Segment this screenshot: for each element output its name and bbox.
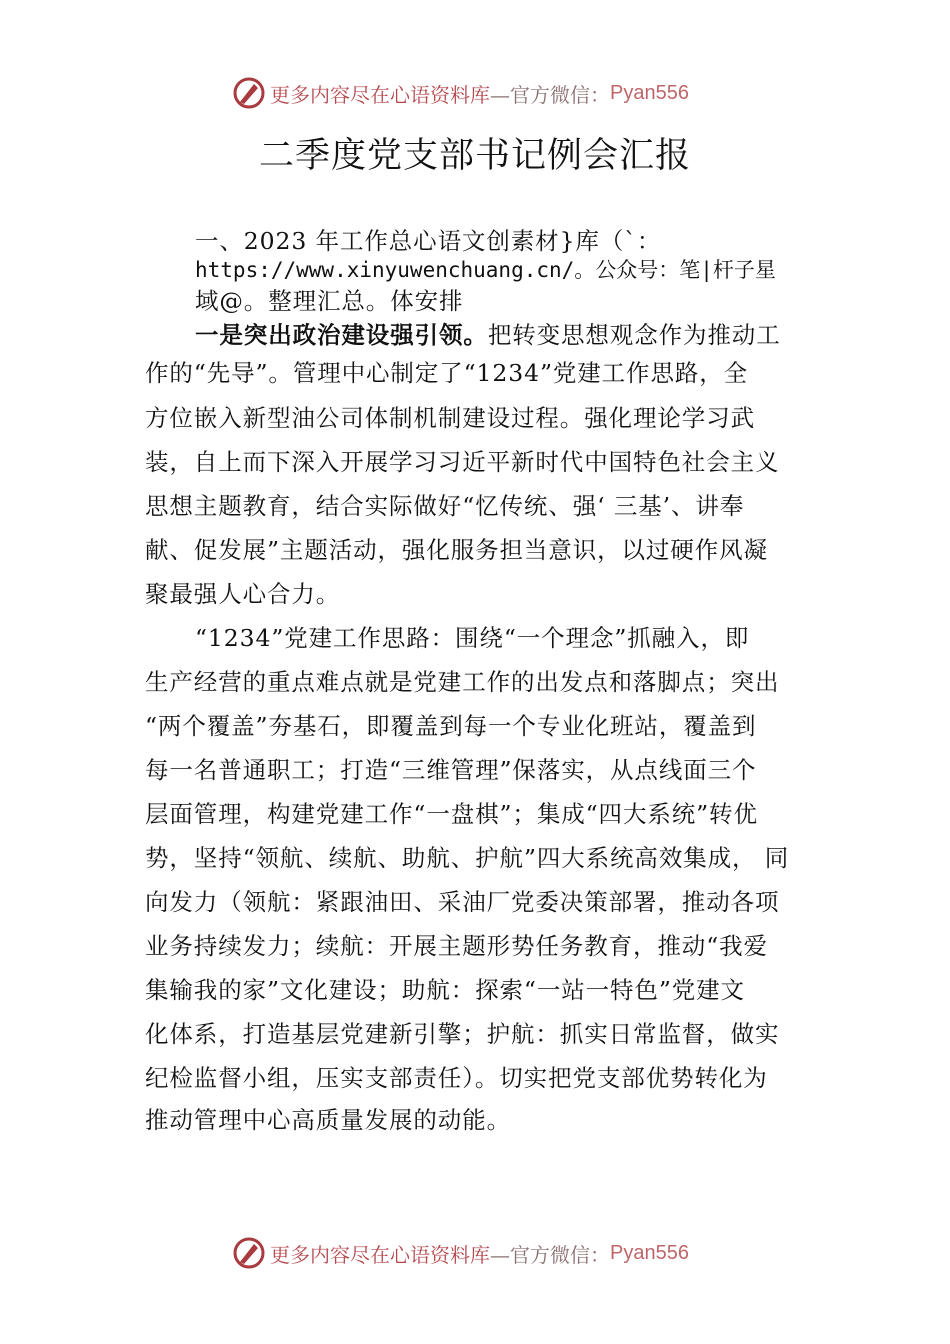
para2-line: “两个覆盖”夯基石，即覆盖到每一个专业化班站，覆盖到 xyxy=(145,712,757,740)
para2-line: 势，坚持“领航、续航、助航、护航”四大系统高效集成， 同 xyxy=(145,844,790,872)
watermark-wechat-id: Pyan556 xyxy=(610,1241,689,1264)
header-watermark xyxy=(232,73,732,113)
pen-logo-icon xyxy=(232,76,266,110)
para2-line: “1234”党建工作思路：围绕“一个理念”抓融入，即 xyxy=(195,624,750,652)
para1-line: 方位嵌入新型油公司体制机制建设过程。强化理论学习武 xyxy=(145,404,755,432)
watermark-wechat-label: —官方微信： xyxy=(490,1242,610,1267)
footer-watermark xyxy=(232,1233,732,1273)
para2-line: 业务持续发力；续航：开展主题形势任务教育，推动“我爱 xyxy=(145,932,768,960)
para2-line: 纪检监督小组，压实支部责任）。切实把党支部优势转化为 xyxy=(145,1064,768,1092)
para1-line: 献、促发展”主题活动，强化服务担当意识，以过硬作风凝 xyxy=(145,536,768,564)
pen-logo-icon xyxy=(232,1236,266,1270)
watermark-wechat-label: —官方微信： xyxy=(490,82,610,107)
para2-line: 化体系，打造基层党建新引擎；护航：抓实日常监督，做实 xyxy=(145,1020,780,1048)
para1-line: 作的“先导”。管理中心制定了“1234”党建工作思路，全 xyxy=(145,359,749,387)
intro-line: 一、2023 年工作总心语文创素材}库（`： xyxy=(195,227,662,255)
watermark-text: 更多内容尽在心语资料库 xyxy=(270,1242,490,1267)
para2-line: 生产经营的重点难点就是党建工作的出发点和落脚点；突出 xyxy=(145,668,780,696)
para1-line: 聚最强人心合力。 xyxy=(145,580,341,608)
para1-line: 装，自上而下深入开展学习习近平新时代中国特色社会主义 xyxy=(145,448,780,476)
intro-line: https://www.xinyuwenchuang.cn/。公众号：笔|杆子星 xyxy=(195,258,776,282)
para1-bold-lead: 一是突出政治建设强引领。 xyxy=(195,321,488,349)
para1-first-rest: 把转变思想观念作为推动工 xyxy=(487,321,781,349)
para2-line: 每一名普通职工；打造“三维管理”保落实，从点线面三个 xyxy=(145,756,757,784)
watermark-text: 更多内容尽在心语资料库 xyxy=(270,82,490,107)
intro-line: 域@。整理汇总。体安排 xyxy=(195,287,464,315)
para2-line: 推动管理中心高质量发展的动能。 xyxy=(145,1106,511,1134)
para1-first-line xyxy=(195,316,781,350)
para1-line: 思想主题教育，结合实际做好“忆传统、强‘ 三基’、讲奉 xyxy=(145,492,745,520)
para2-line: 集输我的家”文化建设；助航：探索“一站一特色”党建文 xyxy=(145,976,745,1004)
document-title: 二季度党支部书记例会汇报 xyxy=(258,136,691,176)
para2-line: 层面管理，构建党建工作“一盘棋”；集成“四大系统”转优 xyxy=(145,800,758,828)
watermark-wechat-id: Pyan556 xyxy=(610,81,689,104)
para2-line: 向发力（领航：紧跟油田、采油厂党委决策部署，推动各项 xyxy=(145,888,780,916)
